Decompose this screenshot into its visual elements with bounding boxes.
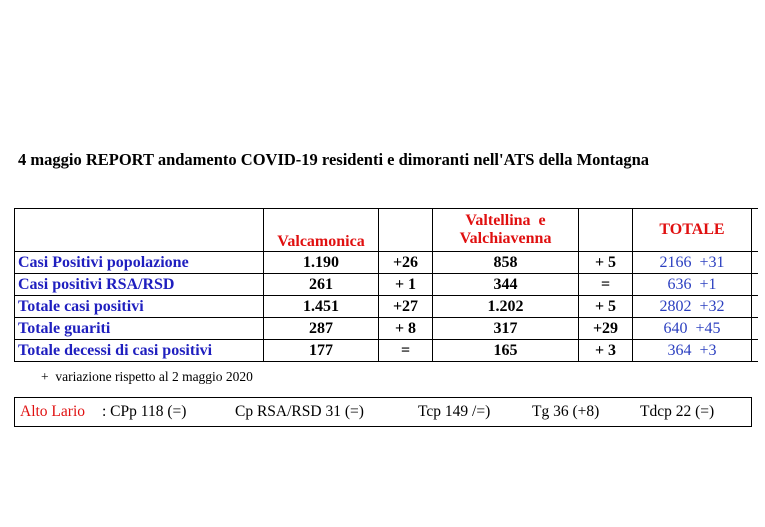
- table-row: [15, 340, 758, 362]
- edge-cell: [752, 209, 758, 252]
- cell-totale: 2802 +32: [633, 296, 752, 318]
- edge-cell: [752, 340, 758, 362]
- cell-var-valtellina: + 3: [579, 340, 633, 362]
- header-valtellina-line1: Valtellina e: [465, 212, 546, 229]
- report-table: [14, 208, 758, 362]
- report-title: 4 maggio REPORT andamento COVID-19 residenti e dimoranti nell'ATS della Montagna: [18, 150, 650, 169]
- row-label: Casi Positivi popolazione: [15, 252, 264, 274]
- table-row: [15, 252, 758, 274]
- cell-valtellina: 165: [433, 340, 579, 362]
- header-var-cell: [579, 209, 633, 252]
- cell-valcamonica: 287: [264, 318, 379, 340]
- cell-valcamonica: 261: [264, 274, 379, 296]
- table-row: [15, 274, 758, 296]
- alto-lario-label: Alto Lario: [20, 403, 85, 420]
- edge-cell: [752, 318, 758, 340]
- header-valtellina: [433, 209, 579, 252]
- cell-var-valcamonica: + 1: [379, 274, 433, 296]
- row-label: Totale casi positivi: [15, 296, 264, 318]
- cell-valcamonica: 1.451: [264, 296, 379, 318]
- cell-totale: 640 +45: [633, 318, 752, 340]
- row-label: Totale decessi di casi positivi: [15, 340, 264, 362]
- cell-var-valcamonica: =: [379, 340, 433, 362]
- cell-var-valcamonica: +26: [379, 252, 433, 274]
- edge-cell: [752, 274, 758, 296]
- table-header-row: [15, 209, 758, 252]
- header-empty-cell: [15, 209, 264, 252]
- cell-totale: 636 +1: [633, 274, 752, 296]
- edge-cell: [752, 296, 758, 318]
- alto-lario-cpp: : CPp 118 (=): [102, 403, 187, 420]
- cell-valtellina: 344: [433, 274, 579, 296]
- cell-valtellina: 1.202: [433, 296, 579, 318]
- cell-var-valtellina: +29: [579, 318, 633, 340]
- cell-var-valtellina: + 5: [579, 296, 633, 318]
- cell-totale: 364 +3: [633, 340, 752, 362]
- alto-lario-tcp: Tcp 149 /=): [418, 403, 491, 420]
- alto-lario-cp-rsa: Cp RSA/RSD 31 (=): [235, 403, 364, 420]
- variation-note: + variazione rispetto al 2 maggio 2020: [41, 369, 253, 384]
- header-var-cell: [379, 209, 433, 252]
- cell-valcamonica: 177: [264, 340, 379, 362]
- table-row: [15, 296, 758, 318]
- row-label: Totale guariti: [15, 318, 264, 340]
- header-valcamonica: Valcamonica: [264, 209, 379, 252]
- cell-valtellina: 858: [433, 252, 579, 274]
- cell-var-valtellina: =: [579, 274, 633, 296]
- table-row: [15, 318, 758, 340]
- cell-var-valtellina: + 5: [579, 252, 633, 274]
- header-totale: TOTALE: [633, 209, 752, 252]
- cell-var-valcamonica: + 8: [379, 318, 433, 340]
- cell-valcamonica: 1.190: [264, 252, 379, 274]
- header-valtellina-line2: Valchiavenna: [459, 230, 552, 247]
- cell-totale: 2166 +31: [633, 252, 752, 274]
- edge-cell: [752, 252, 758, 274]
- row-label: Casi positivi RSA/RSD: [15, 274, 264, 296]
- alto-lario-box: [14, 397, 752, 427]
- alto-lario-tg: Tg 36 (+8): [532, 403, 600, 420]
- alto-lario-tdcp: Tdcp 22 (=): [640, 403, 715, 420]
- cell-var-valcamonica: +27: [379, 296, 433, 318]
- cell-valtellina: 317: [433, 318, 579, 340]
